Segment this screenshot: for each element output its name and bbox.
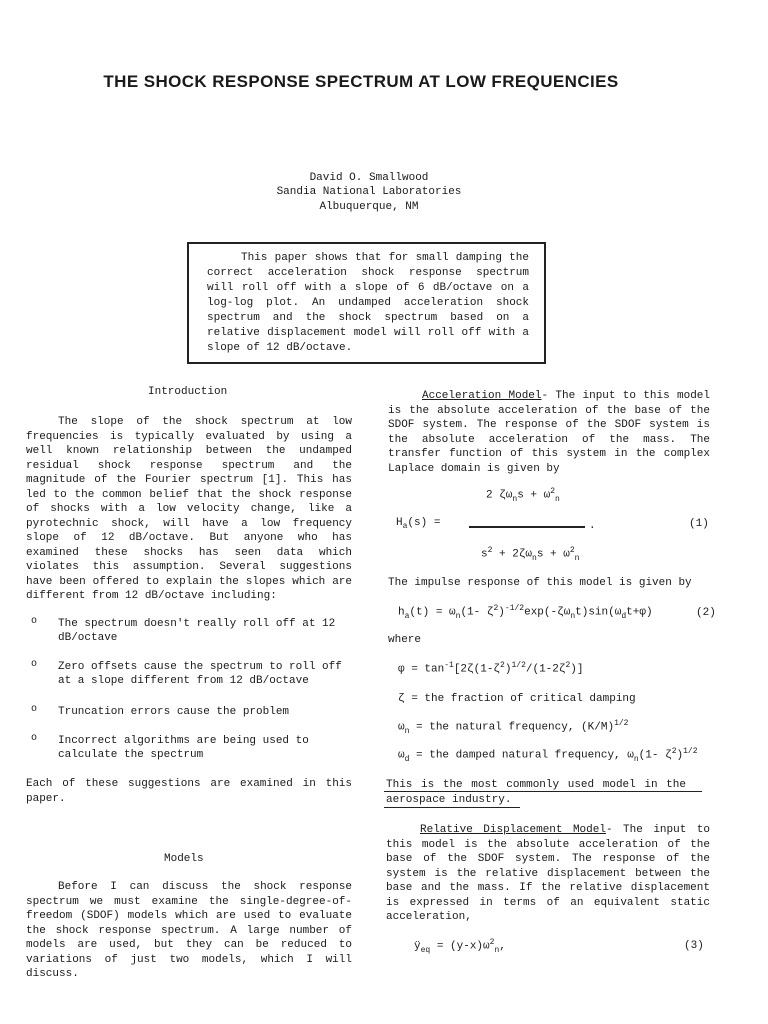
introduction-closing: Each of these suggestions are examined in this paper. [26,778,352,805]
bullet-mark: o [31,659,38,670]
introduction-paragraph: The slope of the shock spectrum at low frequencies is typically evaluated by using a well known relationship between the undamped residual shock response spectrum and the magnitude of the Fourier spectrum [1]. This has led to the common belief that the shock response of shocks with a low velocity change, like a pyrotechnic shock, will have a low frequency slope of 12 dB/octave. But anyone who has examined these shocks has seen data which violates this assumption. Several suggestions have been offered to explain the slopes which are different from 12 dB/octave including: [26,416,352,602]
eq1-lhs: $H_a(s)$ = [396,517,441,532]
relative-displacement-paragraph: Relative Displacement Model- The input to this model is the absolute acceleration of the base of the SDOF system. The response of the system is the relative displacement between the base and the mass. If the relative displacement is expressed in terms of an equivalent static acceleration, [386,824,710,923]
bullet-mark: o [31,616,38,627]
bullet-item: o Incorrect algorithms are being used to calculate the spectrum [31,733,309,761]
phi-definition: $\varphi = \tan^{-1}[2\zeta(1-\zeta^2)^{1/2}/(1-2\zeta^2)]$ [398,661,584,676]
bullet-item: o The spectrum doesn't really roll off at 12 dB/octave [31,616,336,644]
models-heading: Models [164,853,204,865]
eq1-number: (1) [689,518,709,530]
acceleration-model-paragraph: Acceleration Model- The input to this model is the absolute acceleration of the base of the SDOF system. The response of the SDOF system is the absolute acceleration of the mass. The transfer function of this system in the complex Laplace domain is given by [388,390,710,475]
abstract-box [187,242,546,364]
divider-rule [384,807,520,808]
eq1-numerator: 2 $\zeta\omega_ns + \omega^2_n$ [486,487,560,504]
eq2-number: (2) [696,607,716,619]
author-location: Albuquerque, NM [319,201,419,213]
eq3: $ÿ_{eq} = (y-x)\omega^2_n$, [414,938,506,955]
bullet-item: o Zero offsets cause the spectrum to roll off at a slope different from 12 dB/octave [31,659,342,687]
author-affiliation: Sandia National Laboratories [276,186,462,198]
divider-rule [384,791,702,792]
abstract-text: This paper shows that for small damping the correct acceleration shock response spectrum will roll off with a slope of 6 dB/octave on a log-log plot. An undamped acceleration shock spectrum and the shock spectrum based on a relative displacement model will roll off with a slope of 12 dB/octave. [207,252,529,354]
eq2: $h_a(t) = \omega_n(1-$ $\zeta^2)^{-1/2}\exp(-\zeta\omega_nt)\sin(\omega_dt+\varphi)$ [398,604,653,621]
model-note: This is the most commonly used model in the aerospace industry. [386,779,686,806]
acceleration-model-heading: Acceleration Model [422,390,542,402]
bullet-mark: o [31,704,38,715]
eq3-number: (3) [684,940,704,952]
bullet-mark: o [31,733,38,744]
zeta-definition: ζ = the fraction of critical damping [398,693,636,705]
eq1-denominator: $s^2 + 2\zeta\omega_ns + \omega^2_n$ [481,546,580,563]
impulse-intro: The impulse response of this model is given by [388,577,692,589]
author-name: David O. Smallwood [309,172,429,184]
paper-title: THE SHOCK RESPONSE SPECTRUM AT LOW FREQUENCIES [103,72,619,91]
bullet-item: o Truncation errors cause the problem [31,704,290,718]
models-paragraph: Before I can discuss the shock response spectrum we must examine the single-degree-of-freedom (SDOF) models which are used to evaluate the shock response spectrum. A large number of models are used, but they can be reduced to variations of just two models, which I will discuss. [26,881,352,980]
wd-definition: $\omega_d$ = the damped natural frequency, $\omega_n(1-$ $\zeta^2)^{1/2}$ [398,747,698,764]
where-label: where [388,634,422,646]
eq1-fraction-bar [469,526,585,528]
eq1-trail: . [589,520,596,532]
relative-displacement-heading: Relative Displacement Model [420,824,606,836]
introduction-heading: Introduction [148,386,228,398]
wn-definition: $\omega_n$ = the natural frequency, $(K/M)^{1/2}$ [398,719,629,736]
